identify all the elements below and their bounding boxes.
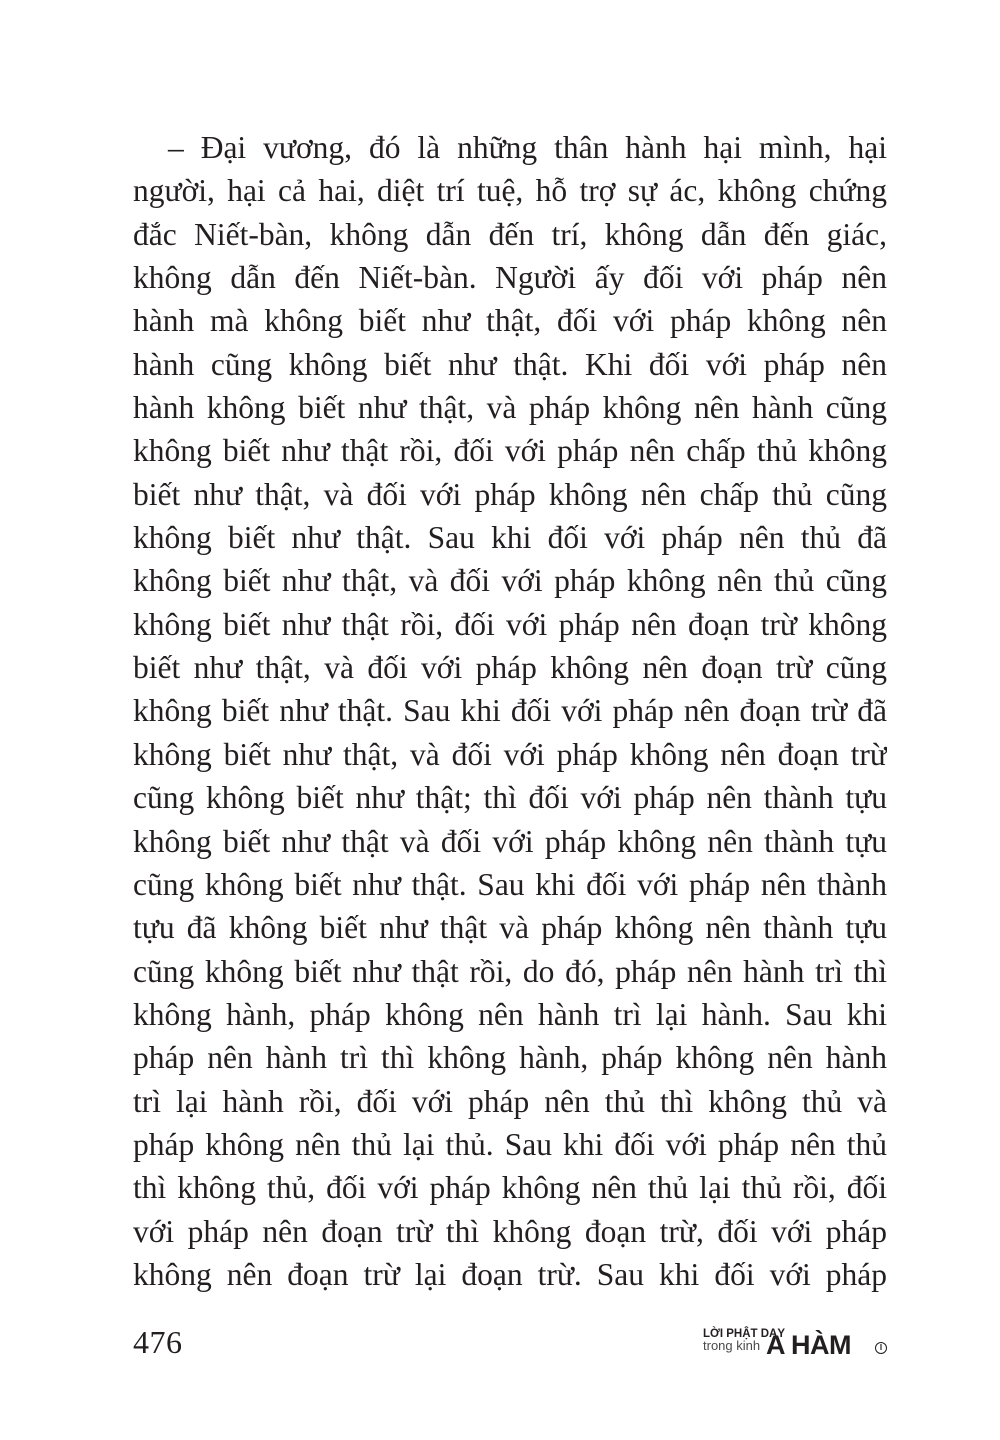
text-line: tựu đã không biết như thật và pháp không nên thành tựu: [133, 910, 887, 946]
text-line: không hành, pháp không nên hành trì lại hành. Sau khi: [133, 996, 887, 1032]
text-line: không biết như thật rồi, đối với pháp nên đoạn trừ không: [133, 606, 887, 642]
text-line: không dẫn đến Niết-bàn. Người ấy đối với pháp nên: [133, 260, 887, 296]
book-title-main: A HÀM: [766, 1330, 851, 1360]
text-line: đắc Niết-bàn, không dẫn đến trí, không dẫn đến giác,: [133, 216, 887, 252]
text-line: trì lại hành rồi, đối với pháp nên thủ thì không thủ và: [133, 1083, 887, 1119]
text-line: biết như thật, và đối với pháp không nên chấp thủ cũng: [133, 476, 887, 512]
text-line: không biết như thật rồi, đối với pháp nên chấp thủ không: [133, 433, 887, 469]
text-line: hành cũng không biết như thật. Khi đối với pháp nên: [133, 346, 887, 382]
text-line: người, hại cả hai, diệt trí tuệ, hỗ trợ sự ác, không chứng: [133, 173, 887, 209]
text-line: pháp không nên thủ lại thủ. Sau khi đối với pháp nên thủ: [133, 1126, 887, 1162]
text-line: cũng không biết như thật; thì đối với pháp nên thành tựu: [133, 780, 887, 816]
text-line: không biết như thật và đối với pháp không nên thành tựu: [133, 823, 887, 859]
text-line: không biết như thật, và đối với pháp không nên đoạn trừ: [133, 736, 887, 772]
page-number: 476: [133, 1324, 183, 1360]
text-line: hành không biết như thật, và pháp không nên hành cũng: [133, 390, 887, 426]
book-title-top: LỜI PHẬT DẠY: [703, 1328, 786, 1340]
text-line: cũng không biết như thật rồi, do đó, pháp nên hành trì thì: [133, 953, 887, 989]
body-text: [133, 126, 887, 1296]
text-line: không biết như thật, và đối với pháp không nên thủ cũng: [133, 563, 887, 599]
text-line: pháp nên hành trì thì không hành, pháp không nên hành: [133, 1040, 887, 1076]
text-line: hành mà không biết như thật, đối với pháp không nên: [133, 303, 887, 339]
book-title-sub: trong kinh: [703, 1338, 761, 1353]
text-line: biết như thật, và đối với pháp không nên đoạn trừ cũng: [133, 650, 887, 686]
text-line: cũng không biết như thật. Sau khi đối với pháp nên thành: [133, 866, 887, 902]
text-line: – Đại vương, đó là những thân hành hại mình, hại: [168, 130, 887, 165]
text-line: thì không thủ, đối với pháp không nên thủ lại thủ rồi, đối: [133, 1170, 887, 1206]
text-line: không biết như thật. Sau khi đối với pháp nên đoạn trừ đã: [133, 693, 887, 729]
text-line: không nên đoạn trừ lại đoạn trừ. Sau khi đối với pháp: [133, 1256, 887, 1292]
text-line: với pháp nên đoạn trừ thì không đoạn trừ, đối với pháp: [133, 1213, 887, 1249]
running-footer-book-title: [703, 1328, 889, 1362]
text-line: không biết như thật. Sau khi đối với pháp nên thủ đã: [133, 520, 887, 556]
volume-badge: I: [875, 1342, 887, 1354]
